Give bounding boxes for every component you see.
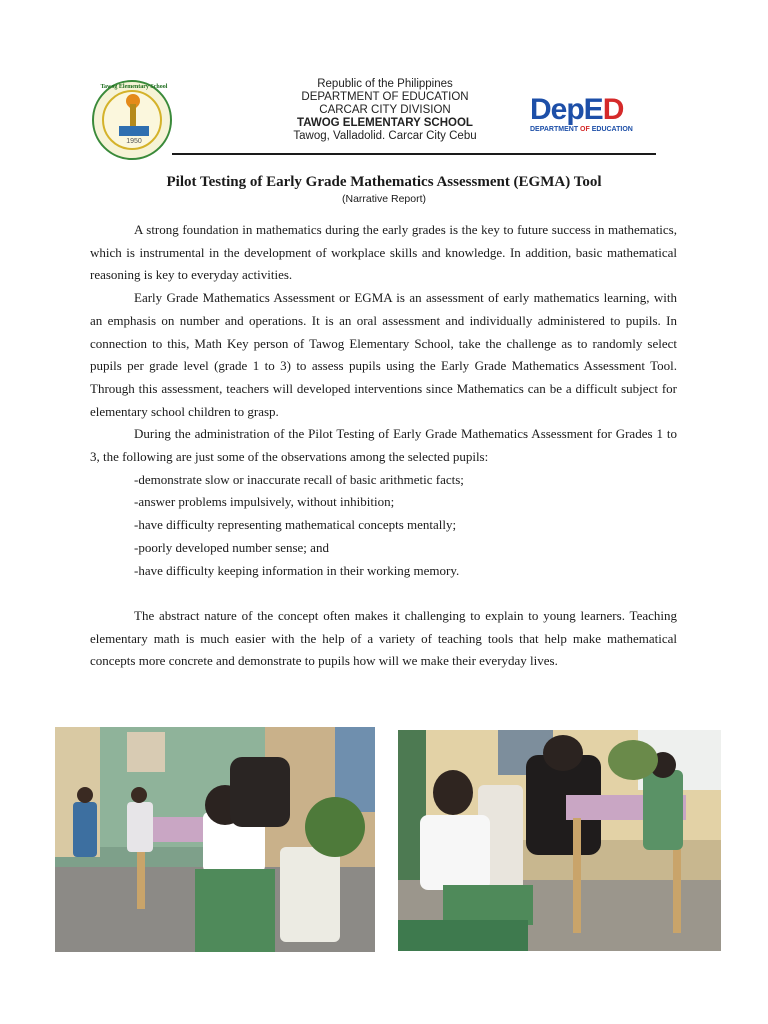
address-line: Tawog, Valladolid. Carcar City Cebu bbox=[293, 130, 477, 142]
photo-teacher bbox=[230, 757, 290, 827]
photo-child-seated-head bbox=[77, 787, 93, 803]
torch-icon bbox=[130, 104, 136, 126]
photo-boy-shorts bbox=[443, 885, 533, 925]
observation-item: -poorly developed number sense; and bbox=[134, 539, 329, 555]
deped-subtitle: DEPARTMENT OF EDUCATION bbox=[530, 126, 633, 133]
photo-girl bbox=[643, 770, 683, 850]
photo-child-skirt bbox=[195, 869, 275, 952]
photo-foreground-child bbox=[398, 920, 528, 951]
paragraph: Early Grade Mathematics Assessment or EGMA is an assessment of early mathematics learning, with an emphasis on number and operations. It is an oral assessment and individually administered to pupils. In connection to this, Math Key person of Tawog Elementary School, take the challenge as to randomly select pupils per grade level (grade 1 to 3) to assess pupils using the Early Grade Mathematics Assessment Tool. Through this assessment, teachers will developed interventions since Mathematics can be a difficult subject for elementary school children to grasp. bbox=[90, 290, 677, 419]
letterhead bbox=[0, 70, 768, 160]
photo-child-seated-2 bbox=[127, 802, 153, 852]
paragraph: A strong foundation in mathematics during the early grades is the key to future success in mathematics, which is instrumental in the development of workplace skills and knowledge. In addition, basic mathematical reasoning is key to everyday activities. bbox=[90, 222, 677, 283]
closing-paragraph: The abstract nature of the concept often makes it challenging to explain to young learners. Teaching elementary math is much easier with the help of a variety of teaching tools that help make mathematical concepts more concrete and demonstrate to pupils how will we make their everyday lives. bbox=[90, 607, 677, 669]
document-subtitle: (Narrative Report) bbox=[341, 193, 427, 205]
photo-plant bbox=[305, 797, 365, 857]
photo-plant bbox=[608, 740, 658, 780]
paragraph: During the administration of the Pilot Testing of Early Grade Mathematics Assessment for Grades 1 to 3, the following are just some of the observations among the selected pupils: bbox=[90, 426, 677, 465]
assessment-photo-right bbox=[398, 730, 721, 951]
school-seal-logo bbox=[92, 80, 172, 160]
observation-item: -have difficulty keeping information in their working memory. bbox=[134, 562, 460, 578]
department-line: DEPARTMENT OF EDUCATION bbox=[301, 91, 469, 103]
deped-logo bbox=[530, 94, 654, 144]
photo-boy-head bbox=[433, 770, 473, 815]
header-divider bbox=[172, 153, 656, 155]
deped-wordmark: DepED bbox=[530, 93, 624, 126]
photo-poster bbox=[127, 732, 165, 772]
paragraph-spacer bbox=[90, 582, 677, 605]
book-icon bbox=[119, 126, 149, 136]
school-name-line: TAWOG ELEMENTARY SCHOOL bbox=[297, 117, 473, 129]
photo-teacher-head bbox=[543, 735, 583, 771]
document-body bbox=[90, 219, 677, 673]
seal-year: 1950 bbox=[126, 138, 142, 145]
document-title: Pilot Testing of Early Grade Mathematics Assessment (EGMA) Tool bbox=[166, 174, 602, 190]
letterhead-text bbox=[270, 78, 500, 143]
photo-child-seated bbox=[73, 802, 97, 857]
seal-text: Tawog Elementary School bbox=[100, 84, 168, 90]
assessment-photo-left bbox=[55, 727, 375, 952]
photo-chair bbox=[280, 847, 340, 942]
observation-item: -demonstrate slow or inaccurate recall of basic arithmetic facts; bbox=[134, 471, 464, 487]
division-line: CARCAR CITY DIVISION bbox=[319, 104, 451, 116]
republic-line: Republic of the Philippines bbox=[317, 78, 453, 90]
photo-boy-shirt bbox=[420, 815, 490, 890]
photo-child-seated-2-head bbox=[131, 787, 147, 803]
observation-item: -have difficulty representing mathematical concepts mentally; bbox=[134, 517, 457, 533]
photo-table-leg bbox=[573, 818, 581, 933]
observation-item: -answer problems impulsively, without inhibition; bbox=[134, 494, 395, 510]
